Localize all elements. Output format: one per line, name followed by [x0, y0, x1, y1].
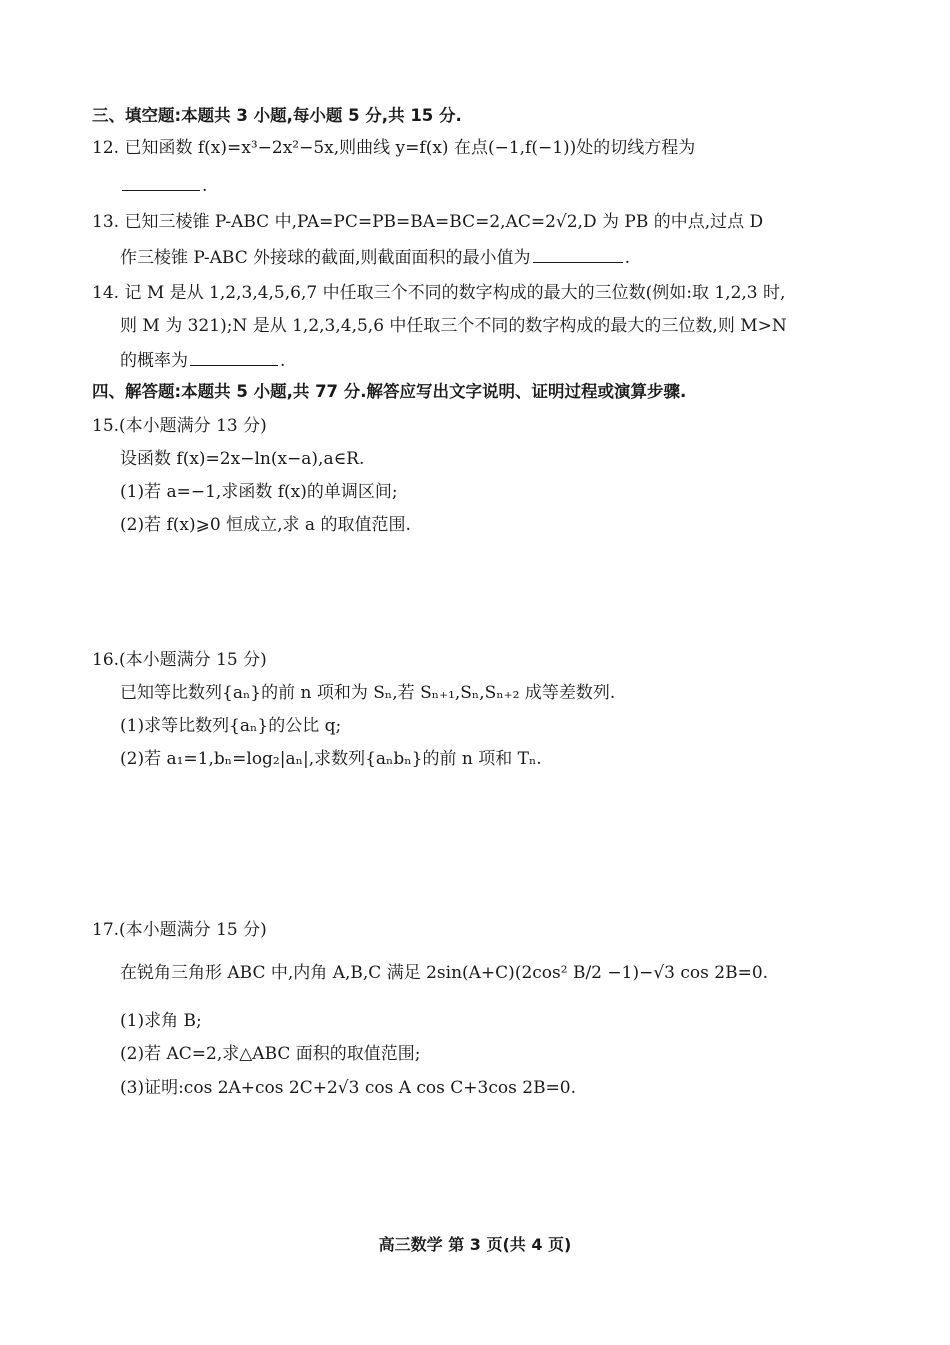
section-solution-heading: 四、解答题:本题共 5 小题,共 77 分.解答应写出文字说明、证明过程或演算步骤.: [92, 382, 687, 401]
question-14-line-3-text: 的概率为: [120, 351, 188, 371]
question-13-end: .: [624, 248, 630, 268]
question-14-line-2: 则 M 为 321);N 是从 1,2,3,4,5,6 中任取三个不同的数字构成的最大的三位数,则 M>N: [120, 316, 787, 336]
question-16-part-1: (1)求等比数列{aₙ}的公比 q;: [120, 716, 342, 736]
page-footer: 高三数学 第 3 页(共 4 页): [378, 1235, 572, 1254]
question-17-part-1: (1)求角 B;: [120, 1011, 202, 1031]
question-13-line-1: 13. 已知三棱锥 P-ABC 中,PA=PC=PB=BA=BC=2,AC=2√2,D 为 PB 的中点,过点 D: [92, 212, 764, 232]
question-12-line-2: [120, 172, 207, 198]
question-14-line-3: [120, 347, 285, 373]
question-17-part-3: (3)证明:cos 2A+cos 2C+2√3 cos A cos C+3cos 2B=0.: [120, 1078, 577, 1098]
question-16-heading: 16.(本小题满分 15 分): [92, 650, 267, 670]
question-17-part-2: (2)若 AC=2,求△ABC 面积的取值范围;: [120, 1044, 421, 1064]
answer-blank-14[interactable]: [190, 347, 278, 366]
question-17-heading: 17.(本小题满分 15 分): [92, 920, 267, 940]
question-14-end: .: [280, 351, 286, 371]
question-14-line-1: 14. 记 M 是从 1,2,3,4,5,6,7 中任取三个不同的数字构成的最大的三位数(例如:取 1,2,3 时,: [92, 283, 786, 303]
question-15-part-1: (1)若 a=−1,求函数 f(x)的单调区间;: [120, 482, 398, 502]
question-15-part-2: (2)若 f(x)⩾0 恒成立,求 a 的取值范围.: [120, 515, 411, 535]
answer-blank-12[interactable]: [122, 172, 200, 191]
question-16-part-2: (2)若 a₁=1,bₙ=log₂|aₙ|,求数列{aₙbₙ}的前 n 项和 Tₙ.: [120, 749, 542, 769]
section-fill-in-heading: 三、填空题:本题共 3 小题,每小题 5 分,共 15 分.: [92, 106, 462, 125]
answer-blank-13[interactable]: [533, 244, 623, 263]
question-15-stem: 设函数 f(x)=2x−ln(x−a),a∈R.: [120, 449, 365, 469]
question-12-end: .: [202, 176, 208, 196]
question-13-line-2-text: 作三棱锥 P-ABC 外接球的截面,则截面面积的最小值为: [120, 248, 531, 268]
question-15-heading: 15.(本小题满分 13 分): [92, 416, 267, 436]
question-16-stem: 已知等比数列{aₙ}的前 n 项和为 Sₙ,若 Sₙ₊₁,Sₙ,Sₙ₊₂ 成等差数列.: [120, 683, 616, 703]
question-17-stem: 在锐角三角形 ABC 中,内角 A,B,C 满足 2sin(A+C)(2cos² B/2 −1)−√3 cos 2B=0.: [120, 963, 769, 983]
question-12-line-1: 12. 已知函数 f(x)=x³−2x²−5x,则曲线 y=f(x) 在点(−1,f(−1))处的切线方程为: [92, 138, 696, 158]
question-13-line-2: [120, 244, 630, 270]
